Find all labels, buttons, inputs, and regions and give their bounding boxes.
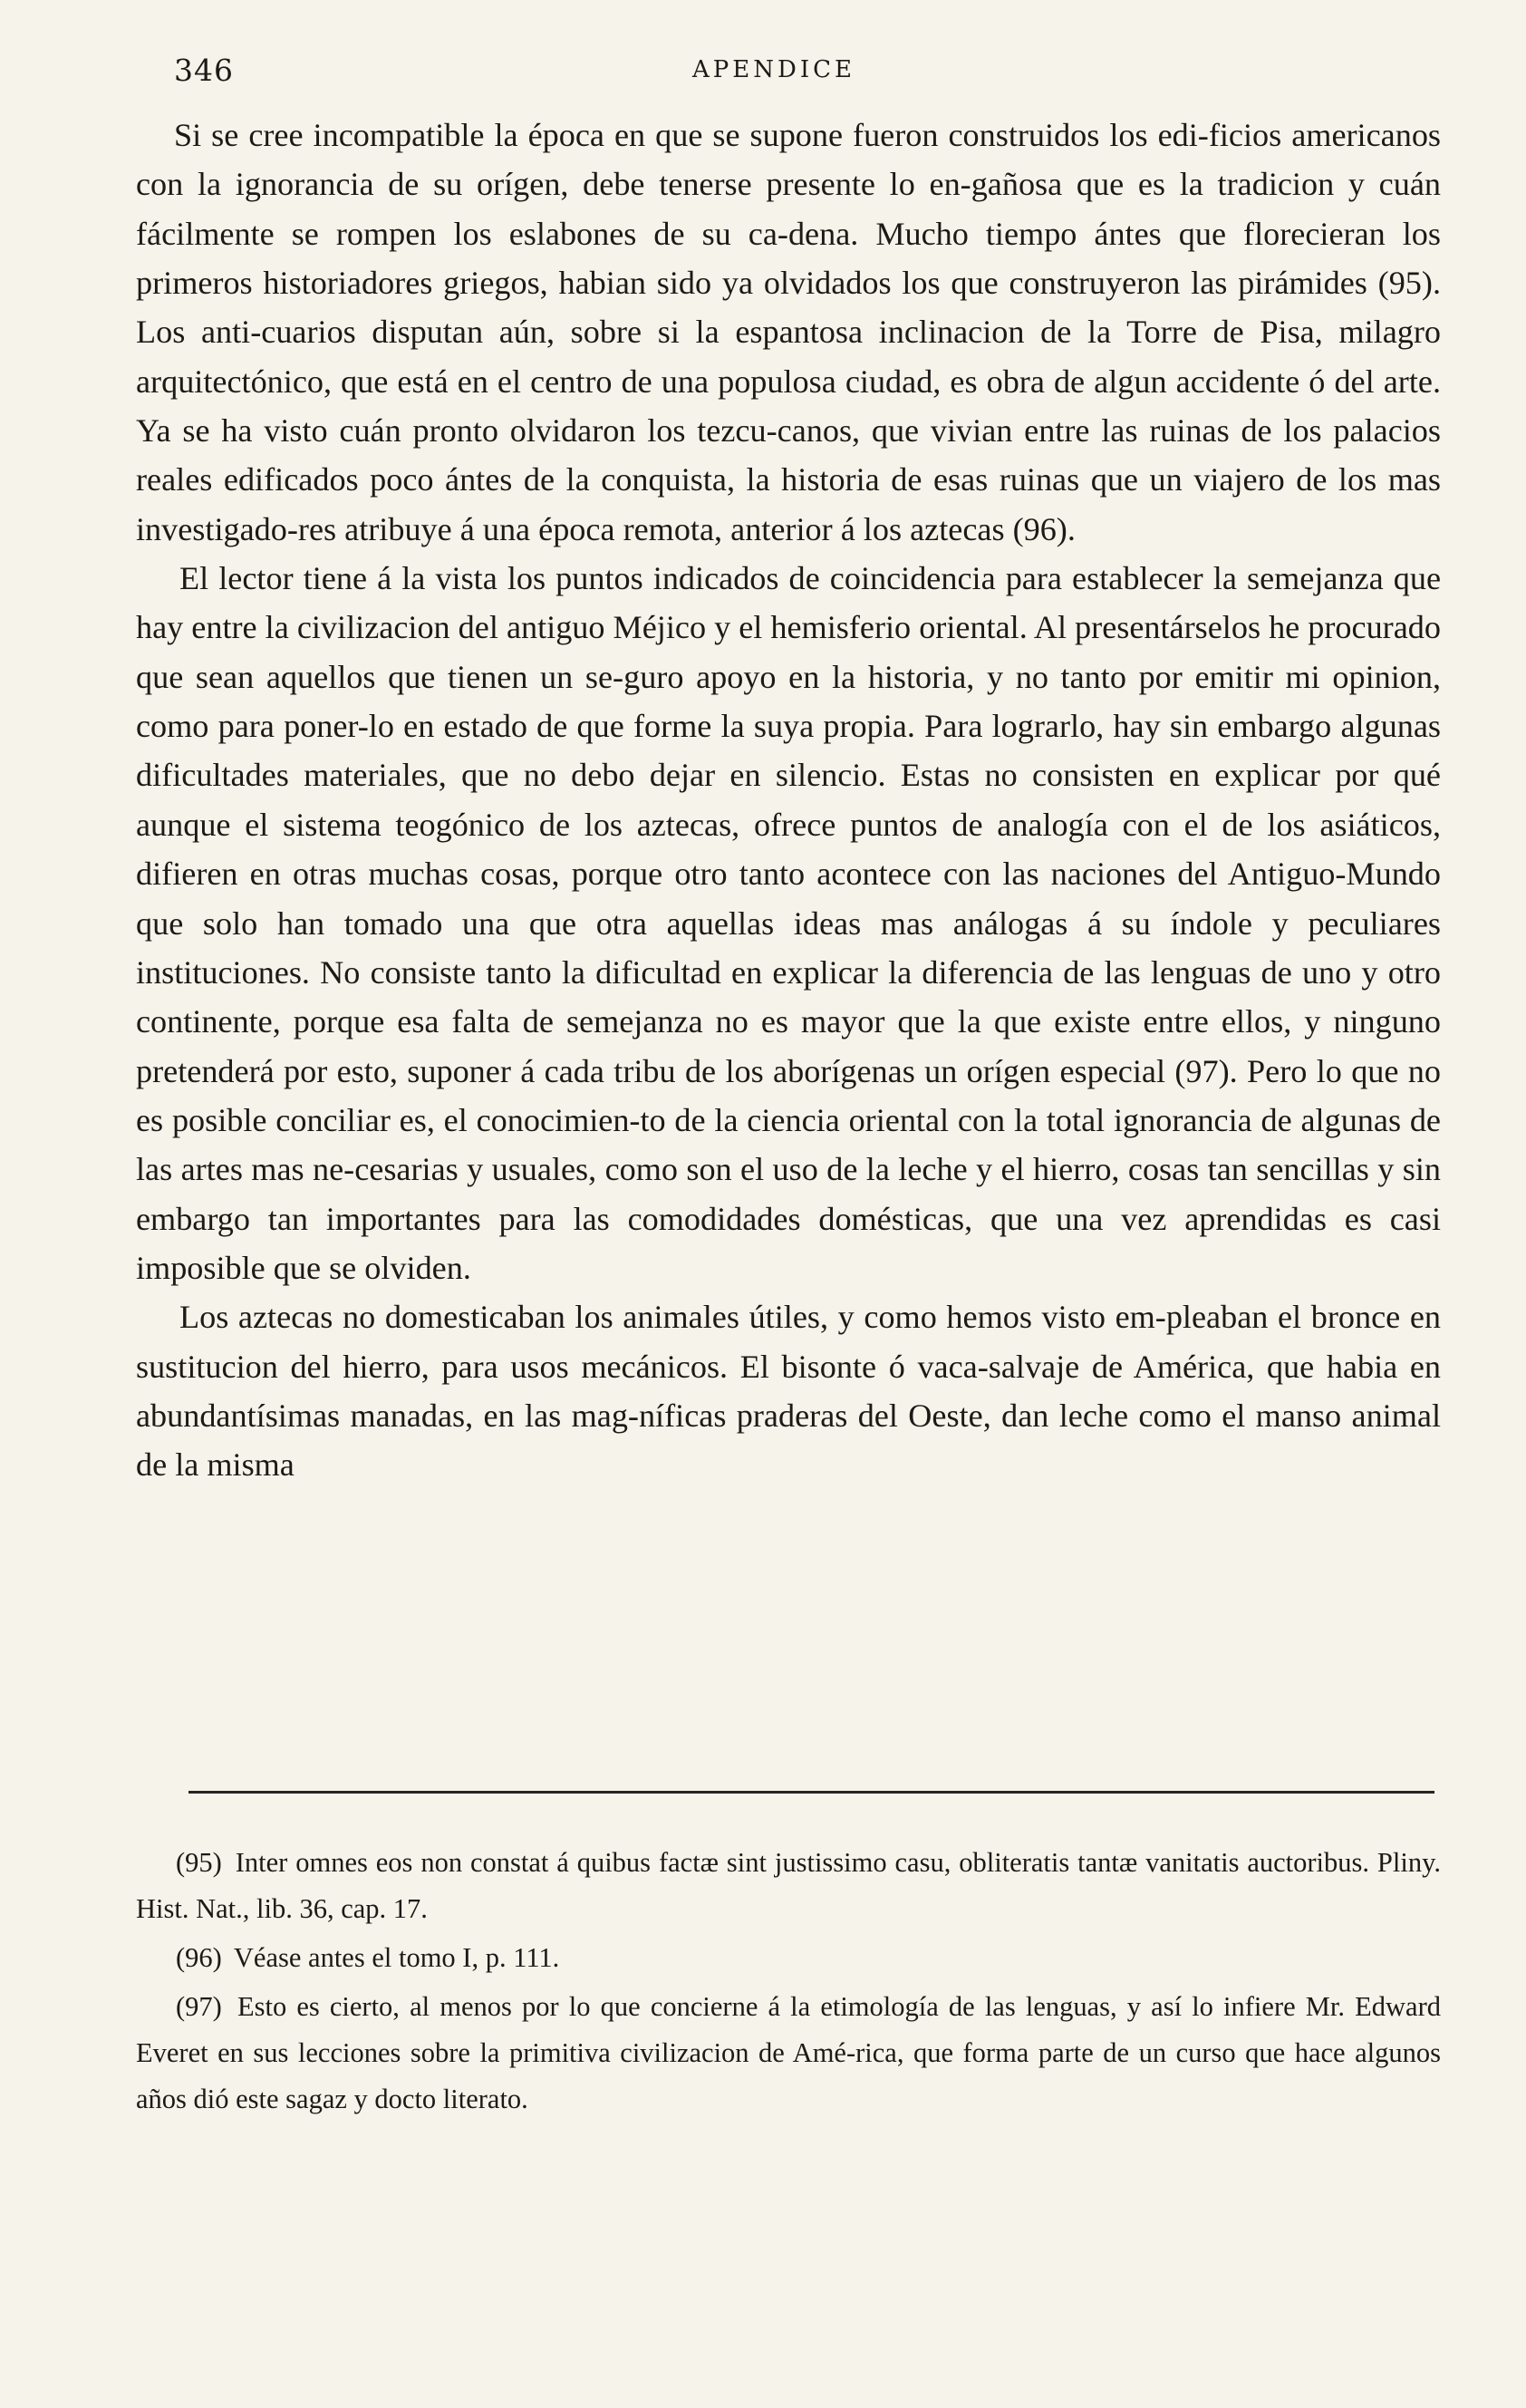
footnote-text: Inter omnes eos non constat á quibus factæ sint justissimo casu, obliteratis tantæ vanitatis auctoribus. Pliny. Hist. Nat., lib. 36, cap. 17. xyxy=(136,1847,1441,1924)
footnote-number: (95) xyxy=(176,1847,222,1878)
footnote-number: (96) xyxy=(176,1942,222,1973)
footnote-number: (97) xyxy=(176,1991,222,2022)
running-head: APENDICE xyxy=(692,56,855,83)
page-header xyxy=(174,53,1443,98)
paragraph: Si se cree incompatible la época en que se supone fueron construidos los edi-ficios americanos con la ignorancia de su orígen, debe tenerse presente lo en-gañosa que es la tradicion y cuán fácilmente se rompen los eslabones de su ca-dena. Mucho tiempo ántes que florecieran los primeros historiadores griegos, habian sido ya olvidados los que construyeron las pirámides (95). Los anti-cuarios disputan aún, sobre si la espantosa inclinacion de la Torre de Pisa, milagro arquitectónico, que está en el centro de una populosa ciudad, es obra de algun accidente ó del arte. Ya se ha visto cuán pronto olvidaron los tezcu-canos, que vivian entre las ruinas de los palacios reales edificados poco ántes de la conquista, la historia de esas ruinas que un viajero de los mas investigado-res atribuye á una época remota, anterior á los aztecas (96). xyxy=(136,117,1441,547)
footnote-divider xyxy=(188,1791,1434,1794)
footnote xyxy=(136,1840,1441,1932)
footnote xyxy=(136,1935,1441,1981)
footnote xyxy=(136,1984,1441,2123)
body-text xyxy=(136,111,1441,1490)
footnotes xyxy=(136,1840,1441,2125)
footnote-text: Véase antes el tomo I, p. 111. xyxy=(233,1942,560,1973)
paragraph: El lector tiene á la vista los puntos indicados de coincidencia para establecer la semejanza que hay entre la civilizacion del antiguo Méjico y el hemisferio oriental. Al presentárselos he procurado que sean aquellos que tienen un se-guro apoyo en la historia, y no tanto por emitir mi opinion, como para poner-lo en estado de que forme la suya propia. Para lograrlo, hay sin embargo algunas dificultades materiales, que no debo dejar en silencio. Estas no consisten en explicar por qué aunque el sistema teogónico de los aztecas, ofrece puntos de analogía con el de los asiáticos, difieren en otras muchas cosas, porque otro tanto acontece con las naciones del Antiguo-Mundo que solo han tomado una que otra aquellas ideas mas análogas á su índole y peculiares instituciones. No consiste tanto la dificultad en explicar la diferencia de las lenguas de uno y otro continente, porque esa falta de semejanza no es mayor que la que existe entre ellos, y ninguno pretenderá por esto, suponer á cada tribu de los aborígenas un orígen especial (97). Pero lo que no es posible conciliar es, el conocimien-to de la ciencia oriental con la total ignorancia de algunas de las artes mas ne-cesarias y usuales, como son el uso de la leche y el hierro, cosas tan sencillas y sin embargo tan importantes para las comodidades domésticas, que una vez aprendidas es casi imposible que se olviden. xyxy=(136,560,1441,1286)
footnote-text: Esto es cierto, al menos por lo que concierne á la etimología de las lenguas, y así lo infiere Mr. Edward Everet en sus lecciones sobre la primitiva civilizacion de Amé-rica, que forma parte de un curso que hace algunos años dió este sagaz y docto literato. xyxy=(136,1991,1441,2114)
paragraph: Los aztecas no domesticaban los animales útiles, y como hemos visto em-pleaban el bronce en sustitucion del hierro, para usos mecánicos. El bisonte ó vaca-salvaje de América, que habia en abundantísimas manadas, en las mag-níficas praderas del Oeste, dan leche como el manso animal de la misma xyxy=(136,1299,1441,1484)
page-number: 346 xyxy=(174,53,234,88)
